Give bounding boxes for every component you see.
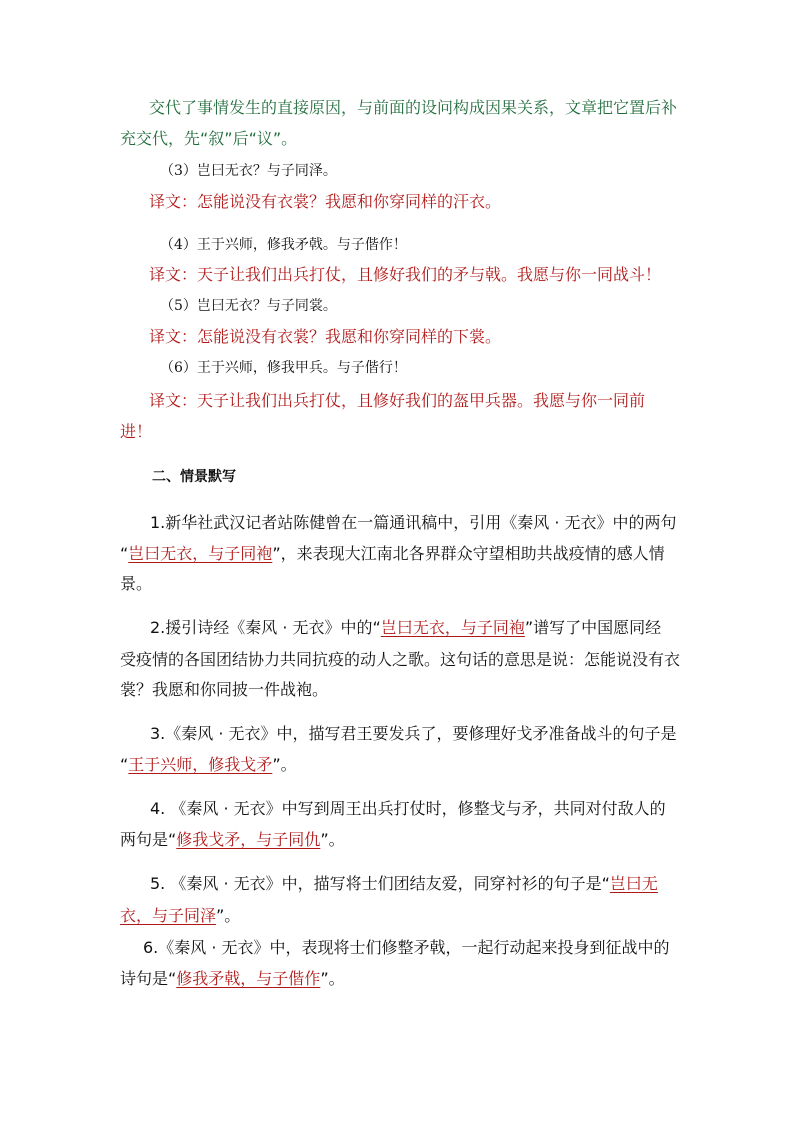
question-5-line-1 bbox=[150, 874, 658, 894]
question-2-line-2: 受疫情的各国团结协力共同抗疫的动人之歌。这句话的意思是说：怎能说没有衣 bbox=[120, 650, 681, 669]
question-2-pre: 2.援引诗经《秦风 · 无衣》中的“ bbox=[150, 618, 381, 637]
question-6-line-1: 6.《秦风 · 无衣》中，表现将士们修整矛戟，一起行动起来投身到征战中的 bbox=[143, 938, 670, 957]
answer-6: 修我矛戟，与子偕作 bbox=[176, 969, 321, 988]
question-1-rest: ”，来表现大江南北各界群众守望相助共战疫情的感人情 bbox=[272, 544, 665, 563]
answer-1: 岂曰无衣，与子同袍 bbox=[128, 544, 273, 563]
translation-3 bbox=[149, 192, 501, 212]
answer-4: 修我戈矛，与子同仇 bbox=[176, 830, 321, 849]
question-1-line-2 bbox=[120, 544, 665, 564]
question-3-line-1: 3.《秦风 · 无衣》中，描写君王要发兵了，要修理好戈矛准备战斗的句子是 bbox=[150, 724, 677, 743]
verse-5: （5）岂曰无衣？与子同裳。 bbox=[160, 298, 337, 314]
translation-text: 怎能说没有衣裳？我愿和你穿同样的汗衣。 bbox=[197, 192, 502, 211]
intro-line-2: 充交代，先“叙”后“议”。 bbox=[120, 129, 298, 148]
question-1-line-3: 景。 bbox=[120, 574, 153, 593]
translation-4 bbox=[149, 265, 661, 285]
verse-6: （6）王于兴师，修我甲兵。与子偕行！ bbox=[160, 360, 407, 376]
translation-label: 译文： bbox=[149, 391, 198, 410]
translation-label: 译文： bbox=[149, 265, 198, 284]
translation-6-line-1 bbox=[149, 391, 645, 411]
question-2-line-1 bbox=[150, 618, 661, 638]
quote-close: ”。 bbox=[216, 906, 241, 925]
quote-close: ”。 bbox=[272, 755, 297, 774]
translation-label: 译文： bbox=[149, 192, 198, 211]
quote-close: ”。 bbox=[320, 830, 345, 849]
translation-6-line-2: 进！ bbox=[120, 422, 153, 441]
translation-5 bbox=[149, 327, 501, 347]
question-4-line-2 bbox=[120, 830, 345, 850]
quote-open: “ bbox=[120, 755, 129, 774]
translation-label: 译文： bbox=[149, 327, 198, 346]
answer-3: 王于兴师，修我戈矛 bbox=[128, 755, 273, 774]
verse-4: （4）王于兴师，修我矛戟。与子偕作！ bbox=[160, 237, 407, 253]
verse-3: （3）岂曰无衣？与子同泽。 bbox=[160, 163, 337, 179]
quote-close: ”。 bbox=[320, 969, 345, 988]
question-4-line-1: 4. 《秦风 · 无衣》中写到周王出兵打仗时，修整戈与矛，共同对付敌人的 bbox=[150, 799, 666, 818]
question-2-line-3: 裳？我愿和你同披一件战袍。 bbox=[120, 680, 329, 699]
question-2-post: ”谱写了中国愿同经 bbox=[524, 618, 662, 637]
translation-text: 天子让我们出兵打仗，且修好我们的盔甲兵器。我愿与你一同前 bbox=[197, 391, 646, 410]
quote-open: “ bbox=[120, 544, 129, 563]
question-4-pre: 两句是“ bbox=[120, 830, 177, 849]
question-5-line-2 bbox=[120, 906, 240, 926]
intro-line-1: 交代了事情发生的直接原因，与前面的设问构成因果关系，文章把它置后补 bbox=[149, 98, 678, 117]
question-3-line-2 bbox=[120, 755, 297, 775]
question-6-line-2 bbox=[120, 969, 345, 989]
answer-2: 岂曰无衣，与子同袍 bbox=[380, 618, 525, 637]
answer-5-part-1: 岂曰无 bbox=[609, 874, 658, 893]
question-1-line-1: 1.新华社武汉记者站陈健曾在一篇通讯稿中，引用《秦风 · 无衣》中的两句 bbox=[150, 513, 677, 532]
question-6-pre: 诗句是“ bbox=[120, 969, 177, 988]
translation-text: 天子让我们出兵打仗，且修好我们的矛与戟。我愿与你一同战斗！ bbox=[197, 265, 662, 284]
section-title: 二、情景默写 bbox=[152, 469, 236, 485]
question-5-pre: 5. 《秦风 · 无衣》中，描写将士们团结友爱，同穿衬衫的句子是“ bbox=[150, 874, 610, 893]
answer-5-part-2: 衣，与子同泽 bbox=[120, 906, 217, 925]
translation-text: 怎能说没有衣裳？我愿和你穿同样的下裳。 bbox=[197, 327, 502, 346]
